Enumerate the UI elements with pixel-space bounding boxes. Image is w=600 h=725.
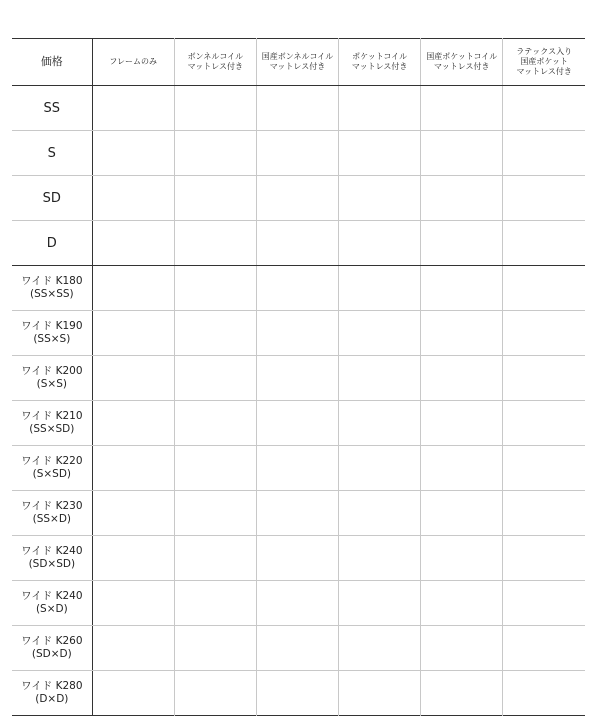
table-row-wide xyxy=(12,401,585,446)
table-row-wide xyxy=(12,356,585,401)
price-cell xyxy=(421,581,503,626)
price-cell xyxy=(174,176,256,221)
price-cell xyxy=(503,176,585,221)
price-cell xyxy=(503,401,585,446)
price-cell xyxy=(421,401,503,446)
price-cell xyxy=(421,356,503,401)
row-label: ワイド K190 (SS×S) xyxy=(12,311,92,356)
price-cell xyxy=(256,266,338,311)
row-label: ワイド K260 (SD×D) xyxy=(12,626,92,671)
price-cell xyxy=(174,626,256,671)
header-frame-only: フレームのみ xyxy=(92,39,174,86)
price-cell xyxy=(92,401,174,446)
price-cell xyxy=(92,176,174,221)
price-cell xyxy=(174,266,256,311)
table-row-wide xyxy=(12,581,585,626)
price-cell xyxy=(92,311,174,356)
price-cell xyxy=(174,86,256,131)
price-cell xyxy=(339,491,421,536)
table-row-wide xyxy=(12,626,585,671)
price-cell xyxy=(256,626,338,671)
price-cell xyxy=(174,356,256,401)
table-row-wide xyxy=(12,536,585,581)
price-cell xyxy=(421,671,503,716)
price-cell xyxy=(256,86,338,131)
price-cell xyxy=(256,536,338,581)
price-cell xyxy=(503,536,585,581)
price-cell xyxy=(256,401,338,446)
price-cell xyxy=(503,581,585,626)
price-cell xyxy=(256,131,338,176)
price-cell xyxy=(503,311,585,356)
price-cell xyxy=(421,86,503,131)
price-cell xyxy=(339,401,421,446)
header-row xyxy=(12,39,585,86)
price-cell xyxy=(421,446,503,491)
header-bonnell-coil: ボンネルコイル マットレス付き xyxy=(174,39,256,86)
row-label: ワイド K180 (SS×SS) xyxy=(12,266,92,311)
price-cell xyxy=(174,536,256,581)
price-cell xyxy=(174,131,256,176)
price-cell xyxy=(421,266,503,311)
price-cell xyxy=(256,671,338,716)
table-row-wide xyxy=(12,671,585,716)
price-cell xyxy=(174,221,256,266)
price-cell xyxy=(503,356,585,401)
table-row-size xyxy=(12,131,585,176)
header-price: 価格 xyxy=(12,39,92,86)
price-cell xyxy=(421,311,503,356)
price-cell xyxy=(174,581,256,626)
row-label: ワイド K200 (S×S) xyxy=(12,356,92,401)
row-label: ワイド K240 (S×D) xyxy=(12,581,92,626)
price-cell xyxy=(174,401,256,446)
row-label: SD xyxy=(12,176,92,221)
price-cell xyxy=(256,491,338,536)
header-latex-pocket: ラテックス入り 国産ポケット マットレス付き xyxy=(503,39,585,86)
price-cell xyxy=(256,356,338,401)
price-cell xyxy=(339,536,421,581)
price-cell xyxy=(92,131,174,176)
price-cell xyxy=(256,221,338,266)
price-cell xyxy=(503,446,585,491)
price-cell xyxy=(256,311,338,356)
price-cell xyxy=(92,626,174,671)
table-row-wide xyxy=(12,266,585,311)
price-cell xyxy=(339,581,421,626)
price-cell xyxy=(503,221,585,266)
price-cell xyxy=(421,131,503,176)
row-label: ワイド K240 (SD×SD) xyxy=(12,536,92,581)
table-row-size xyxy=(12,176,585,221)
price-cell xyxy=(92,356,174,401)
price-cell xyxy=(339,86,421,131)
price-cell xyxy=(92,266,174,311)
price-cell xyxy=(256,176,338,221)
price-cell xyxy=(92,491,174,536)
price-cell xyxy=(421,221,503,266)
price-cell xyxy=(339,671,421,716)
price-cell xyxy=(339,311,421,356)
price-cell xyxy=(92,221,174,266)
price-cell xyxy=(92,446,174,491)
price-cell xyxy=(503,491,585,536)
price-cell xyxy=(174,671,256,716)
row-label: ワイド K210 (SS×SD) xyxy=(12,401,92,446)
row-label: SS xyxy=(12,86,92,131)
header-domestic-bonnell-coil: 国産ボンネルコイル マットレス付き xyxy=(256,39,338,86)
row-label: ワイド K220 (S×SD) xyxy=(12,446,92,491)
price-cell xyxy=(174,491,256,536)
price-cell xyxy=(92,671,174,716)
table-row-size xyxy=(12,86,585,131)
price-cell xyxy=(339,356,421,401)
price-cell xyxy=(421,491,503,536)
price-cell xyxy=(256,581,338,626)
header-pocket-coil: ポケットコイル マットレス付き xyxy=(339,39,421,86)
price-cell xyxy=(503,131,585,176)
price-cell xyxy=(92,536,174,581)
price-cell xyxy=(339,221,421,266)
table-row-size xyxy=(12,221,585,266)
price-cell xyxy=(339,176,421,221)
row-label: ワイド K230 (SS×D) xyxy=(12,491,92,536)
header-domestic-pocket-coil: 国産ポケットコイル マットレス付き xyxy=(421,39,503,86)
row-label: D xyxy=(12,221,92,266)
table-row-wide xyxy=(12,311,585,356)
price-cell xyxy=(174,311,256,356)
row-label: ワイド K280 (D×D) xyxy=(12,671,92,716)
row-label: S xyxy=(12,131,92,176)
price-table xyxy=(12,38,585,716)
price-cell xyxy=(503,671,585,716)
table-row-wide xyxy=(12,446,585,491)
price-cell xyxy=(339,446,421,491)
price-cell xyxy=(174,446,256,491)
price-cell xyxy=(503,266,585,311)
price-cell xyxy=(421,626,503,671)
price-cell xyxy=(421,536,503,581)
price-cell xyxy=(503,626,585,671)
table-body xyxy=(12,86,585,716)
price-cell xyxy=(503,86,585,131)
price-cell xyxy=(92,86,174,131)
price-cell xyxy=(339,131,421,176)
price-cell xyxy=(339,266,421,311)
price-cell xyxy=(256,446,338,491)
table-row-wide xyxy=(12,491,585,536)
price-cell xyxy=(339,626,421,671)
price-cell xyxy=(421,176,503,221)
price-cell xyxy=(92,581,174,626)
